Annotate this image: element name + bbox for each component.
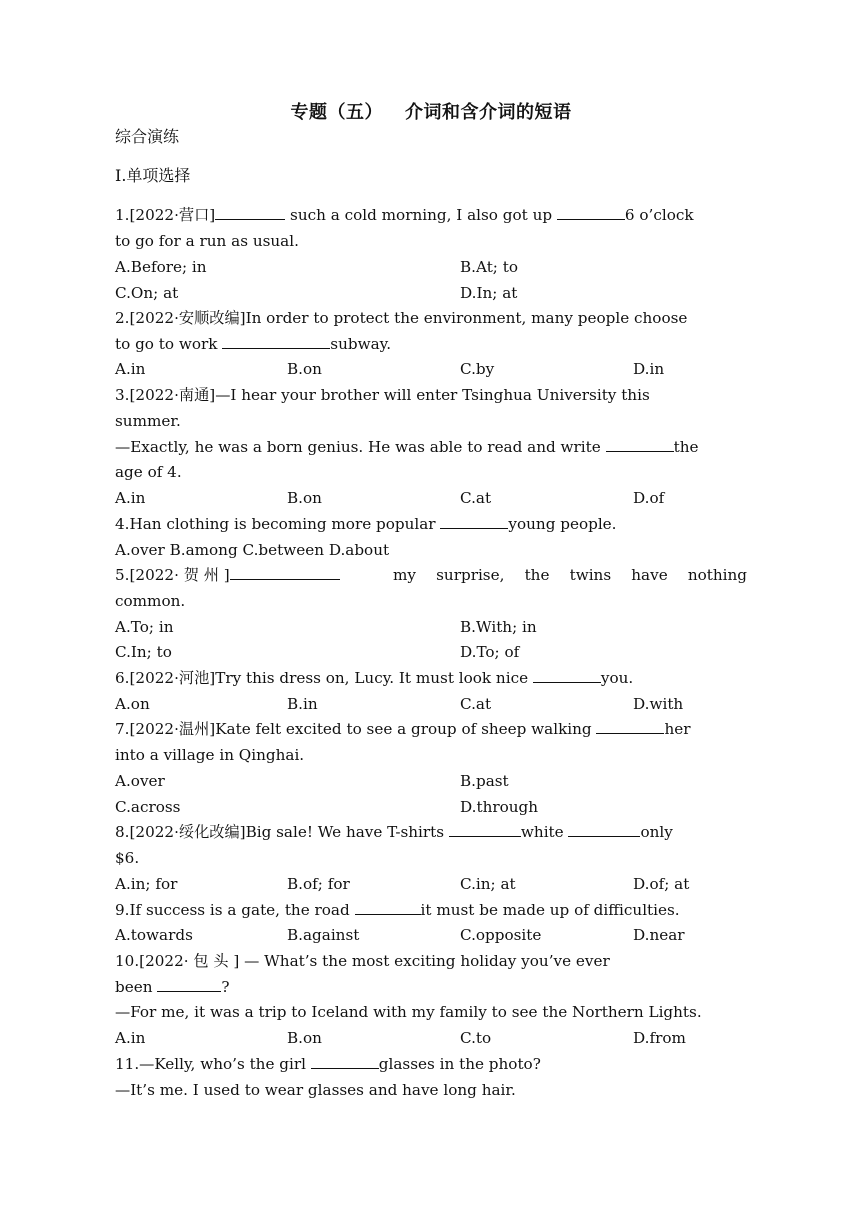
- answer-blank: [557, 205, 625, 220]
- subtitle: 综合演练: [115, 127, 180, 146]
- question-9-line-1: 9.If success is a gate, the road it must be made up of difficulties.: [115, 901, 680, 919]
- question-10-line-1: 10.[2022· 包 头 ] — What’s the most exciting holiday you’ve ever: [115, 952, 610, 970]
- question-1-line-2: to go for a run as usual.: [115, 232, 299, 250]
- answer-blank: [222, 334, 330, 349]
- answer-blank: [449, 822, 521, 837]
- question-6-line-1: 6.[2022·河池]Try this dress on, Lucy. It must look nice you.: [115, 669, 634, 687]
- question-2-line-2: to go to work subway.: [115, 335, 392, 353]
- answer-blank: [568, 822, 640, 837]
- question-3-line-3: —Exactly, he was a born genius. He was able to read and write the: [115, 438, 699, 456]
- answer-blank: [440, 514, 508, 529]
- answer-blank: [355, 900, 421, 915]
- question-8-line-1: 8.[2022·绥化改编]Big sale! We have T-shirts white only: [115, 823, 673, 841]
- question-10-line-3: —For me, it was a trip to Iceland with my family to see the Northern Lights.: [115, 1003, 702, 1021]
- question-5-line-2: common.: [115, 592, 186, 610]
- question-7-line-1: 7.[2022·温州]Kate felt excited to see a group of sheep walking her: [115, 720, 691, 738]
- title-part-b: 介词和含介词的短语: [405, 102, 572, 123]
- question-11-line-1: 11.—Kelly, who’s the girl glasses in the photo?: [115, 1055, 541, 1073]
- question-3-line-2: summer.: [115, 412, 181, 430]
- question-3-line-1: 3.[2022·南通]—I hear your brother will enter Tsinghua University this: [115, 386, 650, 404]
- title-part-a: 专题（五）: [290, 102, 383, 123]
- answer-blank: [596, 719, 664, 734]
- page-title: [115, 98, 747, 124]
- question-1-line-1: 1.[2022·营口] such a cold morning, I also got up 6 o’clock: [115, 206, 694, 224]
- answer-blank: [533, 668, 601, 683]
- question-8-line-2: $6.: [115, 849, 140, 867]
- question-11-line-2: —It’s me. I used to wear glasses and have long hair.: [115, 1081, 516, 1099]
- answer-blank: [311, 1054, 379, 1069]
- section-heading: Ⅰ.单项选择: [115, 166, 191, 185]
- answer-blank: [230, 565, 340, 580]
- answer-blank: [215, 205, 285, 220]
- question-4-line-1: 4.Han clothing is becoming more popular young people.: [115, 515, 617, 533]
- question-10-line-2: been ?: [115, 978, 230, 996]
- question-2-line-1: 2.[2022·安顺改编]In order to protect the environment, many people choose: [115, 309, 688, 327]
- question-4-options: A.over B.among C.between D.about: [115, 541, 390, 559]
- answer-blank: [606, 437, 674, 452]
- question-7-line-2: into a village in Qinghai.: [115, 746, 305, 764]
- answer-blank: [157, 977, 221, 992]
- question-5-line-1: 5.[2022· 贺 州 ] my surprise, the twins have nothing: [115, 566, 747, 584]
- question-3-line-4: age of 4.: [115, 463, 182, 481]
